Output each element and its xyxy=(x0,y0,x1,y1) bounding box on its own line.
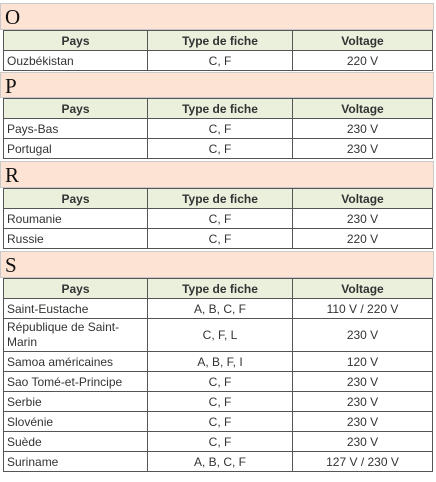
plug-cell: C, F xyxy=(148,229,293,249)
voltage-cell: 230 V xyxy=(293,372,433,392)
country-table-p xyxy=(3,98,433,159)
plug-cell: C, F xyxy=(148,209,293,229)
section-letter: S xyxy=(5,253,17,277)
country-table-o xyxy=(3,30,433,71)
table-row xyxy=(4,299,433,319)
column-header-voltage: Voltage xyxy=(293,189,433,209)
voltage-cell: 230 V xyxy=(293,209,433,229)
country-cell: Pays-Bas xyxy=(4,119,148,139)
column-header-voltage: Voltage xyxy=(293,99,433,119)
plug-cell: C, F xyxy=(148,412,293,432)
plug-cell: C, F xyxy=(148,139,293,159)
section-header-o xyxy=(0,3,434,30)
table-row xyxy=(4,372,433,392)
table-row xyxy=(4,432,433,452)
column-header-plug: Type de fiche xyxy=(148,279,293,299)
voltage-cell: 230 V xyxy=(293,139,433,159)
country-cell: Portugal xyxy=(4,139,148,159)
column-header-plug: Type de fiche xyxy=(148,31,293,51)
country-cell: Suriname xyxy=(4,452,148,472)
plug-cell: C, F xyxy=(148,119,293,139)
column-header-voltage: Voltage xyxy=(293,31,433,51)
country-cell: Slovénie xyxy=(4,412,148,432)
plug-cell: A, B, F, I xyxy=(148,352,293,372)
voltage-cell: 220 V xyxy=(293,229,433,249)
voltage-cell: 110 V / 220 V xyxy=(293,299,433,319)
table-row xyxy=(4,319,433,352)
section-header-p xyxy=(0,72,434,98)
section-letter: R xyxy=(5,163,20,187)
voltage-cell: 127 V / 230 V xyxy=(293,452,433,472)
voltage-cell: 230 V xyxy=(293,412,433,432)
table-row xyxy=(4,412,433,432)
section-letter: P xyxy=(5,74,17,98)
voltage-cell: 230 V xyxy=(293,119,433,139)
plug-cell: A, B, C, F xyxy=(148,299,293,319)
section-letter: O xyxy=(5,5,21,29)
country-cell: Samoa américaines xyxy=(4,352,148,372)
plug-cell: C, F xyxy=(148,432,293,452)
plug-cell: C, F xyxy=(148,392,293,412)
column-header-plug: Type de fiche xyxy=(148,189,293,209)
country-cell: Sao Tomé-et-Principe xyxy=(4,372,148,392)
table-header-row xyxy=(4,31,433,51)
column-header-country: Pays xyxy=(4,31,148,51)
table-row xyxy=(4,139,433,159)
country-table-r xyxy=(3,188,433,249)
country-cell: Russie xyxy=(4,229,148,249)
plug-cell: C, F xyxy=(148,51,293,71)
column-header-plug: Type de fiche xyxy=(148,99,293,119)
country-table-s xyxy=(3,278,433,472)
table-row xyxy=(4,352,433,372)
country-cell: Suède xyxy=(4,432,148,452)
country-cell: Roumanie xyxy=(4,209,148,229)
country-cell: Ouzbékistan xyxy=(4,51,148,71)
voltage-cell: 230 V xyxy=(293,319,433,352)
column-header-country: Pays xyxy=(4,279,148,299)
table-row xyxy=(4,209,433,229)
table-row xyxy=(4,392,433,412)
country-cell: Serbie xyxy=(4,392,148,412)
column-header-country: Pays xyxy=(4,189,148,209)
column-header-country: Pays xyxy=(4,99,148,119)
column-header-voltage: Voltage xyxy=(293,279,433,299)
table-row xyxy=(4,119,433,139)
section-header-s xyxy=(0,251,434,278)
plug-cell: C, F, L xyxy=(148,319,293,352)
table-header-row xyxy=(4,189,433,209)
table-row xyxy=(4,229,433,249)
country-cell: République de Saint-Marin xyxy=(4,319,148,352)
voltage-cell: 230 V xyxy=(293,392,433,412)
table-row xyxy=(4,452,433,472)
country-cell: Saint-Eustache xyxy=(4,299,148,319)
section-header-r xyxy=(0,161,434,188)
table-header-row xyxy=(4,99,433,119)
voltage-cell: 120 V xyxy=(293,352,433,372)
plug-cell: A, B, C, F xyxy=(148,452,293,472)
plug-cell: C, F xyxy=(148,372,293,392)
table-header-row xyxy=(4,279,433,299)
voltage-cell: 230 V xyxy=(293,432,433,452)
voltage-cell: 220 V xyxy=(293,51,433,71)
table-row xyxy=(4,51,433,71)
